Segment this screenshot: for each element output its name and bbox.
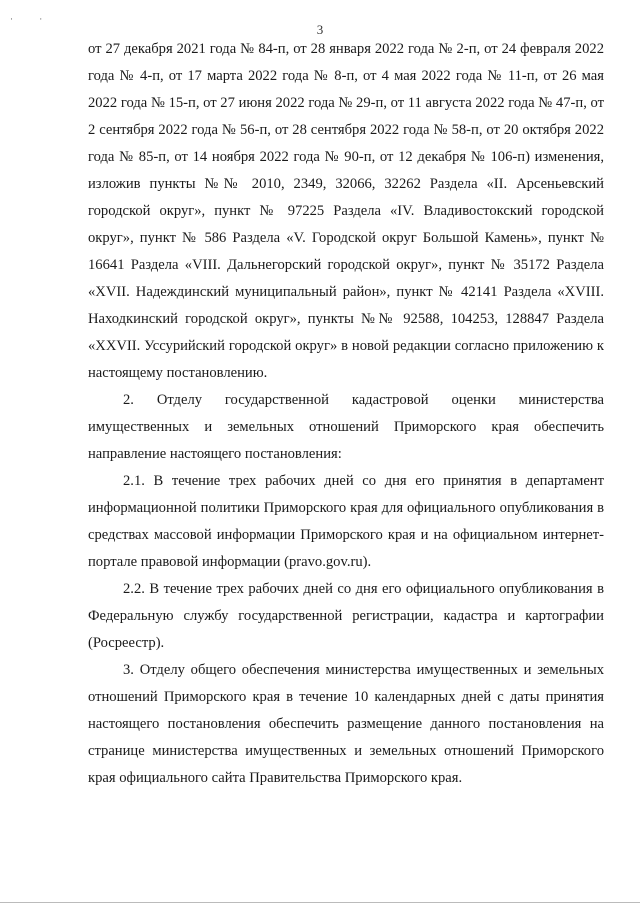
document-body	[88, 36, 604, 792]
scan-marks: · ·	[10, 14, 55, 24]
paragraph-continuation: от 27 декабря 2021 года № 84-п, от 28 января 2022 года № 2-п, от 24 февраля 2022 года № 4-п, от 17 марта 2022 года № 8-п, от 4 мая 2022 года № 11-п, от 26 мая 2022 года № 15-п, от 27 июня 2022 года № 29-п, от 11 августа 2022 года № 47-п, от 2 сентября 2022 года № 56-п, от 28 сентября 2022 года № 58-п, от 20 октября 2022 года № 85-п, от 14 ноября 2022 года № 90-п, от 12 декабря № 106-п) изменения, изложив пункты №№ 2010, 2349, 32066, 32262 Раздела «II. Арсеньевский городской округ», пункт № 97225 Раздела «IV. Владивостокский городской округ», пункт № 586 Раздела «V. Городской округ Большой Камень», пункт № 16641 Раздела «VIII. Дальнегорский городской округ», пункт № 35172 Раздела «XVII. Надеждинский муниципальный район», пункт № 42141 Раздела «XVIII. Находкинский городской округ», пункты №№ 92588, 104253, 128847 Раздела «XXVII. Уссурийский городской округ» в новой редакции согласно приложению к настоящему постановлению.	[88, 41, 604, 381]
scan-bottom-edge	[0, 902, 640, 903]
paragraph-item-3: 3. Отделу общего обеспечения министерства имущественных и земельных отношений Приморского края в течение 10 календарных дней с даты принятия настоящего постановления обеспечить размещение данного постановления на странице министерства имущественных и земельных отношений Приморского края официального сайта Правительства Приморского края.	[88, 662, 604, 786]
paragraph-item-2-1: 2.1. В течение трех рабочих дней со дня его принятия в департамент информационной политики Приморского края для официального опубликования в средствах массовой информации Приморского края и на официальном интернет-портале правовой информации (pravo.gov.ru).	[88, 473, 604, 570]
paragraph-item-2-2: 2.2. В течение трех рабочих дней со дня его официального опубликования в Федеральную службу государственной регистрации, кадастра и картографии (Росреестр).	[88, 581, 604, 651]
page-number: 3	[316, 22, 324, 37]
paragraph-item-2: 2. Отделу государственной кадастровой оценки министерства имущественных и земельных отношений Приморского края обеспечить направление настоящего постановления:	[88, 392, 604, 462]
